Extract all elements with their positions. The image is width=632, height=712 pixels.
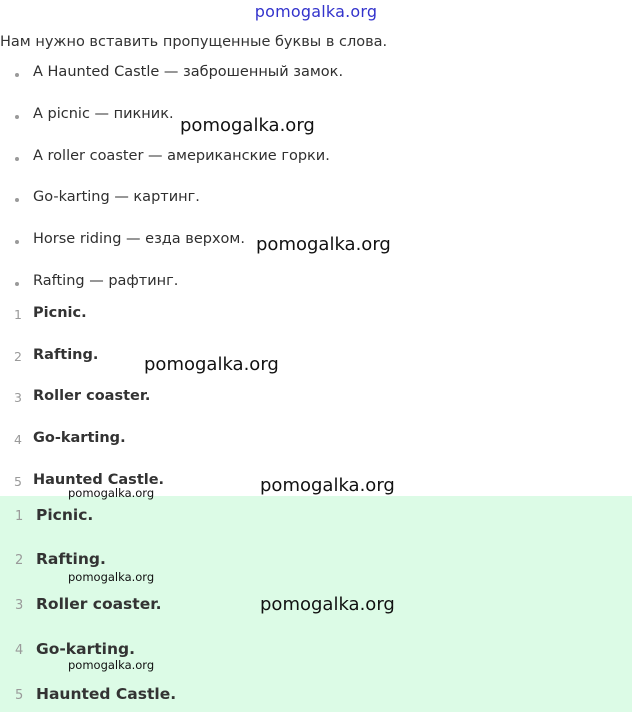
item-number: 3 [14, 390, 22, 405]
watermark: pomogalka.org [144, 354, 279, 375]
watermark: pomogalka.org [256, 234, 391, 255]
watermark: pomogalka.org [180, 115, 315, 136]
list-item-text: Go-karting — картинг. [33, 189, 200, 205]
numbered-item-text: Go-karting. [33, 430, 126, 446]
list-item-text: A Haunted Castle — заброшенный замок. [33, 64, 344, 80]
bullet-dot [15, 240, 19, 244]
watermark: pomogalka.org [68, 658, 155, 672]
numbered-item-text: Picnic. [33, 305, 87, 321]
watermark: pomogalka.org [68, 486, 155, 500]
site-header-link[interactable]: pomogalka.org [254, 2, 378, 21]
answer-item-text: Picnic. [36, 506, 94, 524]
intro-text: Нам нужно вставить пропущенные буквы в слова. [0, 34, 388, 50]
item-number: 4 [14, 432, 22, 447]
list-item-text: Rafting — рафтинг. [33, 273, 179, 289]
item-number: 5 [14, 474, 22, 489]
list-item-text: A picnic — пикник. [33, 106, 174, 122]
bullet-dot [15, 198, 19, 202]
watermark: pomogalka.org [68, 570, 155, 584]
watermark: pomogalka.org [260, 594, 395, 615]
answer-item-text: Haunted Castle. [36, 685, 177, 703]
item-number: 1 [14, 307, 22, 322]
bullet-dot [15, 115, 19, 119]
numbered-item-text: Rafting. [33, 347, 99, 363]
list-item-text: Horse riding — езда верхом. [33, 231, 245, 247]
watermark: pomogalka.org [260, 475, 395, 496]
item-number: 2 [14, 349, 22, 364]
numbered-item-text: Roller coaster. [33, 388, 151, 404]
item-number: 4 [15, 643, 24, 658]
bullet-dot [15, 282, 19, 286]
list-item-text: A roller coaster — американские горки. [33, 148, 330, 164]
answer-item-text: Roller coaster. [36, 595, 162, 613]
item-number: 2 [15, 553, 24, 568]
item-number: 1 [15, 509, 24, 524]
bullet-dot [15, 73, 19, 77]
numbered-item-text: Haunted Castle. [33, 472, 165, 488]
item-number: 3 [15, 598, 24, 613]
answer-item-text: Rafting. [36, 550, 106, 568]
bullet-dot [15, 157, 19, 161]
answer-item-text: Go-karting. [36, 640, 135, 658]
item-number: 5 [15, 688, 24, 703]
